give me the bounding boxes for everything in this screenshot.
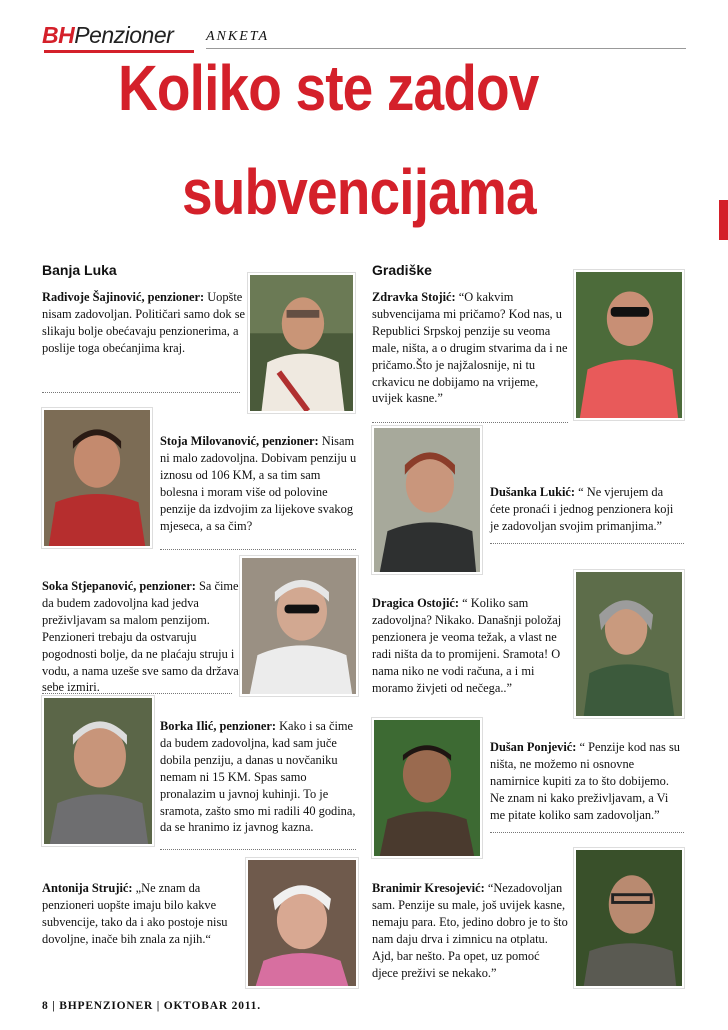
portrait-photo-branimir	[574, 848, 684, 988]
portrait-photo-stoja	[42, 408, 152, 548]
portrait-photo-dragica	[574, 570, 684, 718]
dotted-divider	[160, 849, 356, 850]
footer-separator: |	[52, 1000, 56, 1012]
entry-name: Dušan Ponjević:	[490, 740, 577, 754]
entry-text: „Ne znam da penzioneri uopšte imaju bilo kakve subvencije, tako da i ako postoje nisu dovoljne, inače bih znala za njih.“	[42, 881, 228, 946]
dotted-divider	[372, 422, 568, 423]
entry-name: Dušanka Lukić:	[490, 485, 576, 499]
footer-publication: BHPENZIONER	[59, 1000, 154, 1012]
entry-name: Stoja Milovanović, penzioner:	[160, 434, 319, 448]
footer-separator: |	[156, 1000, 161, 1012]
entry-name: Antonija Strujić:	[42, 881, 133, 895]
entry-text: “Nezadovoljan sam. Penzije su male, još uvijek kasne, nemaju para. Eto, jedino dobro je to što nam daju drva i zimnicu na otplatu. Ajd, bar nešto. Pa opet, uz pomoć djece preživi se nekako.”	[372, 881, 568, 980]
portrait-photo-dusanka	[372, 426, 482, 574]
entry-text: “ Ne vjerujem da ćete pronaći i jednog penzionera koji je zadovoljan svojim primanjima.”	[490, 485, 674, 533]
entry-borka-ilic	[160, 718, 358, 836]
dotted-divider	[160, 549, 356, 550]
entry-branimir-kresojevic	[372, 880, 568, 981]
headline-line-1: Koliko ste zadov	[118, 52, 539, 124]
logo-bh: BH	[42, 21, 75, 48]
portrait-photo-radivoje	[248, 273, 355, 413]
entry-dragica-ostojic	[372, 595, 572, 696]
entry-dusan-ponjevic	[490, 739, 686, 824]
city-heading-banja-luka: Banja Luka	[42, 262, 117, 278]
entry-name: Borka Ilić, penzioner:	[160, 719, 276, 733]
entry-text: Sa čime da budem zadovoljna kad jedva preživljavam sa malom penzijom. Penzioneri trebaju da ostvaruju pogodnosti bolje, da ne plaćaju struju i vodu, a nama uzeše sve samo da država sebe izmiri.	[42, 579, 239, 695]
portrait-photo-dusan	[372, 718, 482, 858]
dotted-divider	[490, 832, 684, 833]
page-footer	[42, 1000, 261, 1012]
entry-text: “ Penzije kod nas su ništa, ne možemo ni osnovne namirnice kupiti za to što dobijemo. Ne znam ni kako preživljavam, a Vi me pitate koliko sam zadovoljan.”	[490, 740, 680, 822]
page-edge-accent	[719, 200, 728, 240]
entry-text: “O kakvim subvencijama mi pričamo? Kod nas, u Republici Srpskoj penzije su veoma male, ništa, a o drugim stvarima da i ne pričamo.Što je najžalosnije, ni tu crkavicu ne dobijamo na vrijeme, uvijek kasne.”	[372, 290, 568, 406]
headline-line-2: subvencijama	[182, 156, 536, 228]
entry-name: Soka Stjepanović, penzioner:	[42, 579, 196, 593]
entry-antonija-strujic	[42, 880, 242, 948]
header-divider	[206, 48, 686, 49]
city-heading-gradiske: Gradiške	[372, 262, 432, 278]
headline-area	[0, 50, 728, 250]
entry-zdravka-stojic	[372, 289, 568, 407]
entry-soka-stjepanovic	[42, 578, 242, 696]
entry-name: Dragica Ostojić:	[372, 596, 460, 610]
publication-logo	[42, 22, 173, 48]
entry-stoja-milovanovic	[160, 433, 360, 534]
entry-name: Zdravka Stojić:	[372, 290, 456, 304]
portrait-photo-zdravka	[574, 270, 684, 420]
entry-name: Radivoje Šajinović, penzioner:	[42, 290, 205, 304]
dotted-divider	[42, 392, 240, 393]
entry-text: Uopšte nisam zadovoljan. Političari samo dok se slikaju bolje obećavaju penzionerima, a poslije toga obećanjima kraj.	[42, 290, 246, 355]
portrait-photo-borka	[42, 696, 154, 846]
portrait-photo-antonija	[246, 858, 358, 988]
entry-name: Branimir Kresojević:	[372, 881, 485, 895]
entry-text: “ Koliko sam zadovoljna? Nikako. Današnji položaj penzionera je veoma težak, a vlast ne radi ništa da to promijeni. Sramota! O nama niko ne vodi računa, a i mi moramo živjeti od nečega..”	[372, 596, 562, 695]
section-label: ANKETA	[206, 29, 270, 44]
entry-text: Nisam ni malo zadovoljna. Dobivam penziju u iznosu od 106 KM, a sa tim sam bolesna i moram više od polovine penzije da izdvojim za lijekove svakog mjeseca, a sa čim?	[160, 434, 357, 533]
dotted-divider	[490, 543, 684, 544]
entry-radivoje-sajinovic	[42, 289, 248, 357]
portrait-photo-soka	[240, 556, 358, 696]
dotted-divider	[42, 693, 232, 694]
footer-issue: OKTOBAR 2011.	[163, 1000, 261, 1012]
page-number: 8	[42, 1000, 49, 1012]
entry-text: Kako i sa čime da budem zadovoljna, kad sam juče dobila penziju, a danas u novčaniku nemam ni 15 KM. Spas samo pronalazim u javnoj kuhinji. To je sramota, zašto smo mi radili 40 godina, da se hranimo iz javnog kazna.	[160, 719, 356, 835]
entry-dusanka-lukic	[490, 484, 685, 535]
logo-penzioner: Penzioner	[74, 21, 174, 48]
